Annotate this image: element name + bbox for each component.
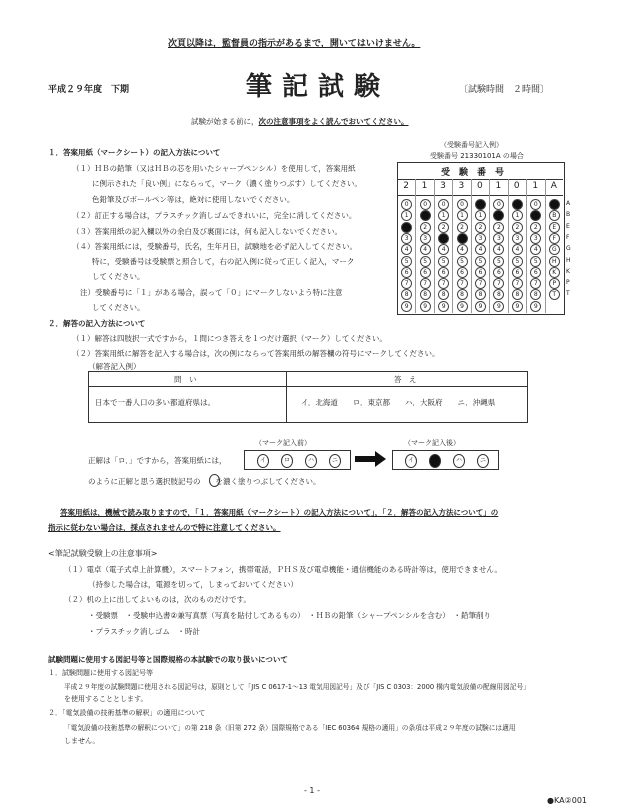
section3-line: （持参した場合は，電源を切って，しまっておいてください）	[88, 580, 298, 589]
grid-mark: 4	[475, 244, 486, 255]
grid-mark: 1	[401, 210, 412, 221]
answer-example-table	[88, 371, 528, 423]
grid-mark: 0	[457, 199, 468, 210]
mark-oval: ロ	[429, 454, 441, 468]
grid-mark: 3	[512, 233, 523, 244]
grid-mark: 0	[401, 199, 412, 210]
grid-digit: 1	[495, 181, 502, 191]
grid-mark: 3	[420, 233, 431, 244]
grid-mark: P	[549, 278, 560, 289]
example-title: （受験番号記入例）	[440, 141, 503, 149]
grid-mark: 9	[438, 301, 449, 312]
before-label: （マーク記入前）	[255, 439, 311, 447]
section1-line: してください。	[92, 303, 145, 312]
grid-mark: 5	[420, 256, 431, 267]
grid-mark: 3	[475, 233, 486, 244]
grid-mark: 0	[512, 199, 523, 210]
grid-mark: 9	[420, 301, 431, 312]
grid-mark: 2	[493, 222, 504, 233]
grid-mark: 8	[401, 289, 412, 300]
grid-digit: 3	[440, 181, 446, 191]
grid-mark: 6	[512, 267, 523, 278]
grid-mark: 1	[420, 210, 431, 221]
grid-mark: H	[549, 256, 560, 267]
grid-mark: G	[549, 244, 560, 255]
after-label: （マーク記入後）	[404, 439, 460, 447]
mark-oval: ニ	[329, 454, 341, 468]
grid-mark: 0	[475, 199, 486, 210]
exam-title: 筆記試験	[246, 72, 391, 102]
grid-mark: 0	[530, 199, 541, 210]
grid-mark: 5	[401, 256, 412, 267]
grid-mark: 9	[475, 301, 486, 312]
grid-mark: 7	[401, 278, 412, 289]
mark-oval: ニ	[477, 454, 489, 468]
grid-mark: 9	[512, 301, 523, 312]
grid-mark: 4	[530, 244, 541, 255]
answer-line1: 正解は「ロ．」ですから，答案用紙には，	[88, 456, 227, 465]
grid-mark: 3	[530, 233, 541, 244]
grid-mark: 2	[512, 222, 523, 233]
section3-line: ・プラスチック消しゴム ・時計	[88, 627, 200, 636]
section2-line: （１）解答は四肢択一式ですから，１問につき答えを１つだけ選択（マーク）してください。	[72, 334, 387, 343]
section1-line: 特に，受験番号は受験票と照合して，右の記入例に従って正しく記入，マーク	[92, 257, 355, 266]
grid-mark: 4	[512, 244, 523, 255]
section1-line: に例示された「良い例」にならって，マーク（濃く塗りつぶす）してください。	[92, 179, 362, 188]
example-grid	[397, 162, 563, 313]
section4-line: ２．「電気設備の技術基準の解釈」の適用について	[48, 709, 206, 717]
grid-mark: A	[549, 199, 560, 210]
grid-mark: 6	[420, 267, 431, 278]
grid-mark: 2	[420, 222, 431, 233]
section1-line: してください。	[92, 272, 145, 281]
grid-mark: 7	[475, 278, 486, 289]
grid-mark: 2	[438, 222, 449, 233]
section1-line: （２）訂正する場合は，プラスチック消しゴムできれいに，完全に消してください。	[72, 211, 357, 220]
grid-mark: 8	[512, 289, 523, 300]
grid-mark: 6	[457, 267, 468, 278]
grid-mark: B	[549, 210, 560, 221]
mark-oval: ハ	[453, 454, 465, 468]
table-col-answer: 答 え	[394, 375, 417, 384]
intro-emph: 次の注意事項をよく読んでおいてください。	[258, 117, 409, 126]
side-letter: B	[566, 211, 571, 219]
grid-mark: 8	[457, 289, 468, 300]
grid-mark: 0	[438, 199, 449, 210]
answer-line2: のように正解と思う選択肢記号の を濃く塗りつぶしてください。	[88, 477, 321, 486]
side-letter: T	[566, 290, 570, 298]
grid-mark: 3	[401, 233, 412, 244]
grid-mark: 9	[530, 301, 541, 312]
arrow-icon	[355, 450, 387, 468]
grid-mark: 3	[457, 233, 468, 244]
grid-mark: E	[549, 222, 560, 233]
section2-title: ２．解答の記入方法について	[48, 319, 146, 328]
example-sub: 受験番号 21330101A の場合	[430, 152, 524, 160]
grid-header: 受 験 番 号	[441, 168, 505, 178]
grid-mark: 1	[457, 210, 468, 221]
grid-mark: 5	[457, 256, 468, 267]
section3-title: <筆記試験受験上の注意事項>	[48, 549, 158, 558]
oval-icon	[209, 474, 220, 487]
grid-mark: 8	[530, 289, 541, 300]
grid-mark: K	[549, 267, 560, 278]
mark-oval: ロ	[281, 454, 293, 468]
section4-line: を使用することとします。	[64, 695, 148, 703]
grid-mark: 7	[493, 278, 504, 289]
grid-mark: 6	[401, 267, 412, 278]
grid-mark: F	[549, 233, 560, 244]
warning-line2: 指示に従わない場合は，採点されませんので特に注意してください。	[48, 523, 281, 532]
grid-mark: 5	[438, 256, 449, 267]
grid-mark: 5	[512, 256, 523, 267]
grid-mark: 9	[457, 301, 468, 312]
intro-text	[191, 116, 409, 127]
side-letter: A	[566, 200, 571, 207]
grid-mark: 3	[493, 233, 504, 244]
section4-line: １．試験問題に使用する図記号等	[48, 669, 153, 677]
section3-line: （２）机の上に出してよいものは，次のものだけです。	[64, 595, 251, 604]
grid-mark: 2	[401, 222, 412, 233]
grid-mark: 2	[457, 222, 468, 233]
page-number: - 1 -	[304, 786, 320, 795]
section1-line: （３）答案用紙の記入欄以外の余白及び裏面には，何も記入しないでください。	[72, 227, 342, 236]
grid-mark: 2	[475, 222, 486, 233]
grid-digit: 2	[403, 181, 409, 191]
grid-mark: 6	[475, 267, 486, 278]
grid-mark: 1	[438, 210, 449, 221]
grid-mark: 5	[475, 256, 486, 267]
side-letter: E	[566, 222, 570, 230]
grid-digit: 1	[532, 181, 539, 191]
grid-mark: 5	[493, 256, 504, 267]
mark-oval: イ	[257, 454, 269, 468]
grid-mark: 7	[530, 278, 541, 289]
side-letter: G	[566, 245, 571, 253]
table-question: 日本で一番人口の多い都道府県は。	[95, 398, 215, 407]
grid-mark: 3	[438, 233, 449, 244]
grid-digit: 0	[477, 181, 483, 191]
marks-before	[244, 450, 351, 470]
grid-mark: 1	[475, 210, 486, 221]
grid-mark: 8	[420, 289, 431, 300]
grid-mark: 7	[512, 278, 523, 289]
section1-line: 色鉛筆及びボールペン等は，絶対に使用しないでください。	[92, 195, 295, 204]
warning-line1: 答案用紙は，機械で読み取りますので，「１．答案用紙（マークシート）の記入方法について」，「２．解答の記入方法について」の	[60, 508, 499, 517]
grid-mark: 1	[493, 210, 504, 221]
grid-mark: 2	[530, 222, 541, 233]
grid-mark: 4	[401, 244, 412, 255]
grid-mark: 8	[475, 289, 486, 300]
grid-mark: 6	[493, 267, 504, 278]
example-label: （解答記入例）	[88, 362, 141, 371]
grid-mark: 8	[438, 289, 449, 300]
grid-mark: 6	[438, 267, 449, 278]
grid-mark: 4	[493, 244, 504, 255]
grid-mark: 5	[530, 256, 541, 267]
grid-digit: A	[550, 181, 557, 191]
table-col-question: 問 い	[174, 375, 197, 384]
section1-line: （１）ＨＢの鉛筆（又はＨＢの芯を用いたシャープペンシル）を使用して，答案用紙	[72, 164, 356, 173]
section4-title: 試験問題に使用する図記号等と国際規格の本試験での取り扱いについて	[48, 655, 288, 664]
section4-line: 「電気設備の技術基準の解釈について」の第 218 条（旧第 272 条）国際規格である「IEC 60364 規格の適用」の条項は平成２９年度の試験には適用	[64, 724, 516, 732]
side-letter: H	[566, 256, 571, 264]
grid-mark: 6	[530, 267, 541, 278]
section3-line: ・受験票 ・受験申込書②兼写真票（写真を貼付してあるもの） ・ＨＢの鉛筆（シャープペンシルを含む） ・鉛筆削り	[88, 611, 492, 620]
section4-line: しません。	[64, 737, 100, 745]
grid-mark: 9	[401, 301, 412, 312]
grid-digit: 3	[458, 181, 465, 191]
duration-label: 〔試験時間 ２時間〕	[459, 85, 550, 95]
side-letter: K	[566, 267, 570, 275]
grid-mark: 8	[493, 289, 504, 300]
side-letter: F	[566, 233, 570, 241]
grid-mark: 1	[530, 210, 541, 221]
section2-line: （２）答案用紙に解答を記入する場合は，次の例にならって答案用紙の解答欄の符号にマークしてください。	[72, 349, 440, 358]
footer-code: ●KA②001	[547, 796, 587, 805]
grid-mark: T	[549, 289, 560, 300]
grid-mark: 4	[420, 244, 431, 255]
grid-mark: 0	[493, 199, 504, 210]
table-choices: イ．北海道 ロ．東京都 ハ．大阪府 ニ．沖縄県	[301, 398, 496, 407]
grid-mark: 7	[438, 278, 449, 289]
grid-mark: 1	[512, 210, 523, 221]
section1-line: （４）答案用紙には，受験番号，氏名，生年月日，試験地を必ず記入してください。	[72, 242, 357, 251]
section3-line: （１）電卓（電子式卓上計算機），スマートフォン，携帯電話，ＰＨＳ及び電卓機能・通信機能のある時計等は，使用できません。	[64, 565, 502, 574]
section4-line: 平成２９年度の試験問題に使用される図記号は，原則として「JIS C 0617-1〜13 電気用図記号」及び「JIS C 0303：2000 構内電気設備の配線用図記号」	[64, 683, 530, 691]
mark-oval: ハ	[305, 454, 317, 468]
section1-note: 注）受験番号に「１」がある場合，誤って「０」にマークしないよう特に注意	[80, 288, 343, 297]
grid-mark: 4	[457, 244, 468, 255]
grid-mark: 4	[438, 244, 449, 255]
year-label: 平成２９年度 下期	[48, 85, 130, 95]
marks-after	[392, 450, 499, 470]
section1-title: １．答案用紙（マークシート）の記入方法について	[48, 148, 221, 157]
notice-text: 次頁以降は，監督員の指示があるまで，開いてはいけません。	[168, 39, 421, 49]
side-letter: P	[566, 279, 570, 287]
grid-mark: 7	[457, 278, 468, 289]
grid-mark: 0	[420, 199, 431, 210]
intro-pre: 試験が始まる前に，	[191, 117, 259, 126]
mark-oval: イ	[405, 454, 417, 468]
grid-mark: 7	[420, 278, 431, 289]
grid-digit: 1	[421, 181, 428, 191]
grid-digit: 0	[513, 181, 520, 191]
grid-mark: 9	[493, 301, 504, 312]
